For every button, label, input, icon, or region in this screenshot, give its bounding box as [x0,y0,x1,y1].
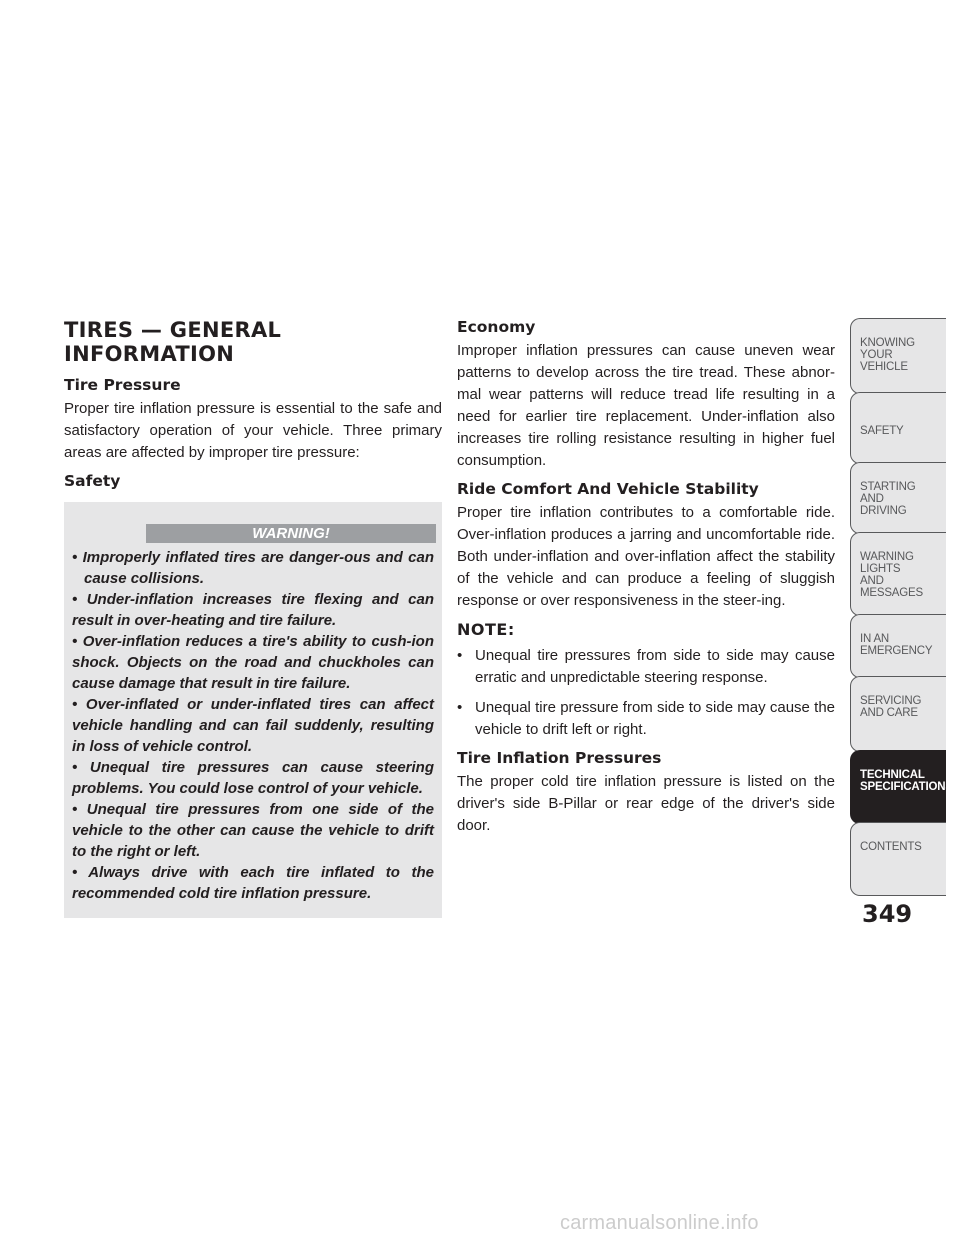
warning-item: • Unequal tire pressures can cause steering problems. You could lose control of your vehicle. [72,759,434,797]
tab-contents[interactable] [850,822,946,896]
warning-text [72,547,434,904]
warning-item: • Always drive with each tire inflated to the recommended cold tire inflation pressure. [72,864,434,902]
tab-knowing-your-vehicle[interactable] [850,318,946,394]
inflation-text: The proper cold tire inflation pressure is listed on the driver's side B-Pillar or rear edge of the driver's side door. [457,773,835,834]
warning-item: • Over-inflated or under-inflated tires can affect vehicle handling and can fail suddenly, resulting in loss of vehicle control. [72,696,434,755]
warning-item: • Unequal tire pressures from one side of the vehicle to the other can cause the vehicle to drift to the right or left. [72,801,434,860]
note-bullet-text: Unequal tire pressure from side to side may cause the vehicle to drift left or right. [475,699,835,738]
section-title: TIRES — GENERAL INFORMATION [64,318,282,366]
tab-servicing-and-care[interactable] [850,676,946,752]
tire-pressure-heading: Tire Pressure [64,376,181,394]
bullet-dot: • [457,699,463,716]
warning-box [64,502,442,918]
tab-warning-lights[interactable] [850,532,946,616]
bullet-dot: • [457,647,463,664]
note-bullet-text: Unequal tire pressures from side to side may cause erratic and unpredictable steering response. [475,647,835,686]
tab-label: CONTENTS [860,841,922,853]
right-column [457,318,835,845]
note-heading: NOTE: [457,620,515,639]
ride-comfort-text: Proper tire inflation contributes to a comfortable ride. Over-inflation produces a jarring and uncomfortable ride. Both under-inflation and over-inflation affect the stability of the vehicle and can produce a feeling of sluggish response or over responsiveness in the steer-ing. [457,504,835,609]
tab-label: TECHNICAL SPECIFICATIONS [860,769,953,793]
tab-label: SERVICING AND CARE [860,695,922,719]
tab-starting-and-driving[interactable] [850,462,946,534]
tire-pressure-text: Proper tire inflation pressure is essential to the safe and satisfactory operation of your vehicle. Three primary areas are affected by improper tire pressure: [64,400,442,461]
page-number: 349 [862,900,913,928]
warning-label: WARNING! [146,524,436,543]
tab-label: WARNING LIGHTS AND MESSAGES [860,551,923,599]
left-column [64,318,442,918]
watermark: carmanualsonline.info [560,1212,759,1234]
note-bullet [457,645,835,689]
tab-label: SAFETY [860,425,904,437]
safety-heading: Safety [64,472,121,490]
tab-label: STARTING AND DRIVING [860,481,916,517]
tab-technical-specifications[interactable] [850,750,953,824]
tab-label: IN AN EMERGENCY [860,633,933,657]
ride-comfort-heading: Ride Comfort And Vehicle Stability [457,480,759,498]
tab-safety[interactable] [850,392,946,464]
tab-label: KNOWING YOUR VEHICLE [860,337,915,373]
economy-heading: Economy [457,318,536,336]
tab-in-an-emergency[interactable] [850,614,946,678]
warning-item: • Improperly inflated tires are danger-ous and can cause collisions. [72,549,434,587]
warning-item: • Under-inflation increases tire flexing and can result in over-heating and tire failure. [72,591,434,629]
warning-item: • Over-inflation reduces a tire's ability to cush-ion shock. Objects on the road and chuckholes can cause damage that result in tire failure. [72,633,434,692]
inflation-heading: Tire Inflation Pressures [457,749,662,767]
note-bullet [457,697,835,741]
economy-text: Improper inflation pressures can cause uneven wear patterns to develop across the tire tread. These abnor-mal wear patterns will reduce tread life resulting in a need for earlier tire replacement. Under-inflation also increases tire rolling resistance resulting in higher fuel consumption. [457,342,835,469]
